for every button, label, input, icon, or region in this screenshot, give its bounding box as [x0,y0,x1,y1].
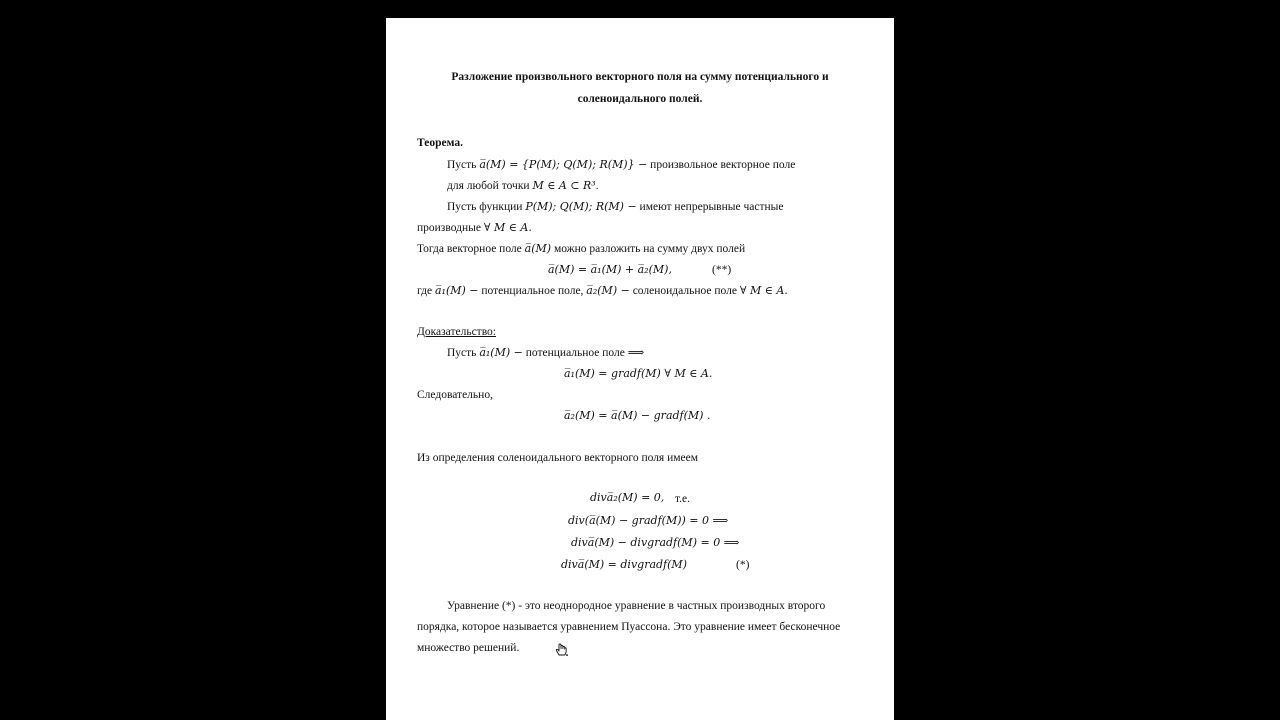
text: имеют непрерывные частные [636,201,784,213]
text: соленоидальное поле [629,285,740,297]
equation-proof-2: a̅₂(M) = a̅(M) − gradf(M) . [564,409,711,422]
text: . [595,180,599,192]
text: можно разложить на сумму двух полей [551,243,746,255]
proof-line-1 [447,346,644,360]
consequently-text: Следовательно, [417,389,493,401]
equation-div-2: div(a̅(M) − gradf(M)) = 0 ⟹ [568,514,729,527]
text: производные [417,222,484,234]
text: где [417,285,435,297]
formula: a̅(M) = {P(M); Q(M); R(M)} − [479,158,648,171]
equation-div-1-te: т.е. [675,493,691,505]
hand-cursor-icon [553,641,569,657]
proof-heading: Доказательство: [417,326,497,338]
formula: a̅(M) [524,242,552,255]
document-page [386,18,894,720]
text: Пусть [447,347,480,359]
title-line-1: Разложение произвольного векторного поля на сумму потенциального и [451,71,829,83]
formula: M ∈ A ⊂ R³ [532,179,596,192]
text: потенциальное поле ⟹ [522,347,645,359]
equation-main-tag: (**) [712,264,732,276]
theorem-line-3 [447,200,783,214]
equation-proof-1: a̅₁(M) = gradf(M) ∀ M ∈ A. [564,367,713,380]
title-line-2: соленоидального полей. [577,93,703,105]
equation-main: a̅(M) = a̅₁(M) + a̅₂(M), [548,263,672,276]
equation-div-1: diva̅₂(M) = 0, [590,491,665,504]
definition-text: Из определения соленоидального векторного поля имеем [417,452,699,464]
formula: a̅₁(M) − [479,346,523,359]
theorem-line-6 [417,284,788,298]
text: Пусть [447,159,480,171]
text: Пусть функции [447,201,526,213]
text: произвольное векторное поле [647,159,796,171]
formula: ∀ M ∈ A. [483,221,532,234]
equation-div-4: diva̅(M) = divgradf(M) [561,558,687,571]
theorem-line-2 [447,179,599,193]
conclusion-line-3: множество решений. [417,642,520,654]
equation-div-3: diva̅(M) − divgradf(M) = 0 ⟹ [571,536,740,549]
conclusion-line-1: Уравнение (*) - это неоднородное уравнение в частных производных второго [447,600,826,612]
theorem-line-4 [417,221,532,235]
theorem-heading: Теорема. [417,137,463,149]
text: Тогда векторное поле [417,243,525,255]
text: для любой точки [447,180,533,192]
theorem-line-5 [417,242,745,256]
formula: a̅₂(M) − [586,284,630,297]
theorem-line-1 [447,158,795,172]
formula: ∀ M ∈ A. [739,284,788,297]
formula: P(M); Q(M); R(M) − [525,200,637,213]
formula: a̅₁(M) − [434,284,479,297]
conclusion-line-2: порядка, которое называется уравнением Пуассона. Это уравнение имеет бесконечное [417,621,841,633]
equation-div-4-tag: (*) [736,559,750,571]
text: потенциальное поле, [478,285,587,297]
